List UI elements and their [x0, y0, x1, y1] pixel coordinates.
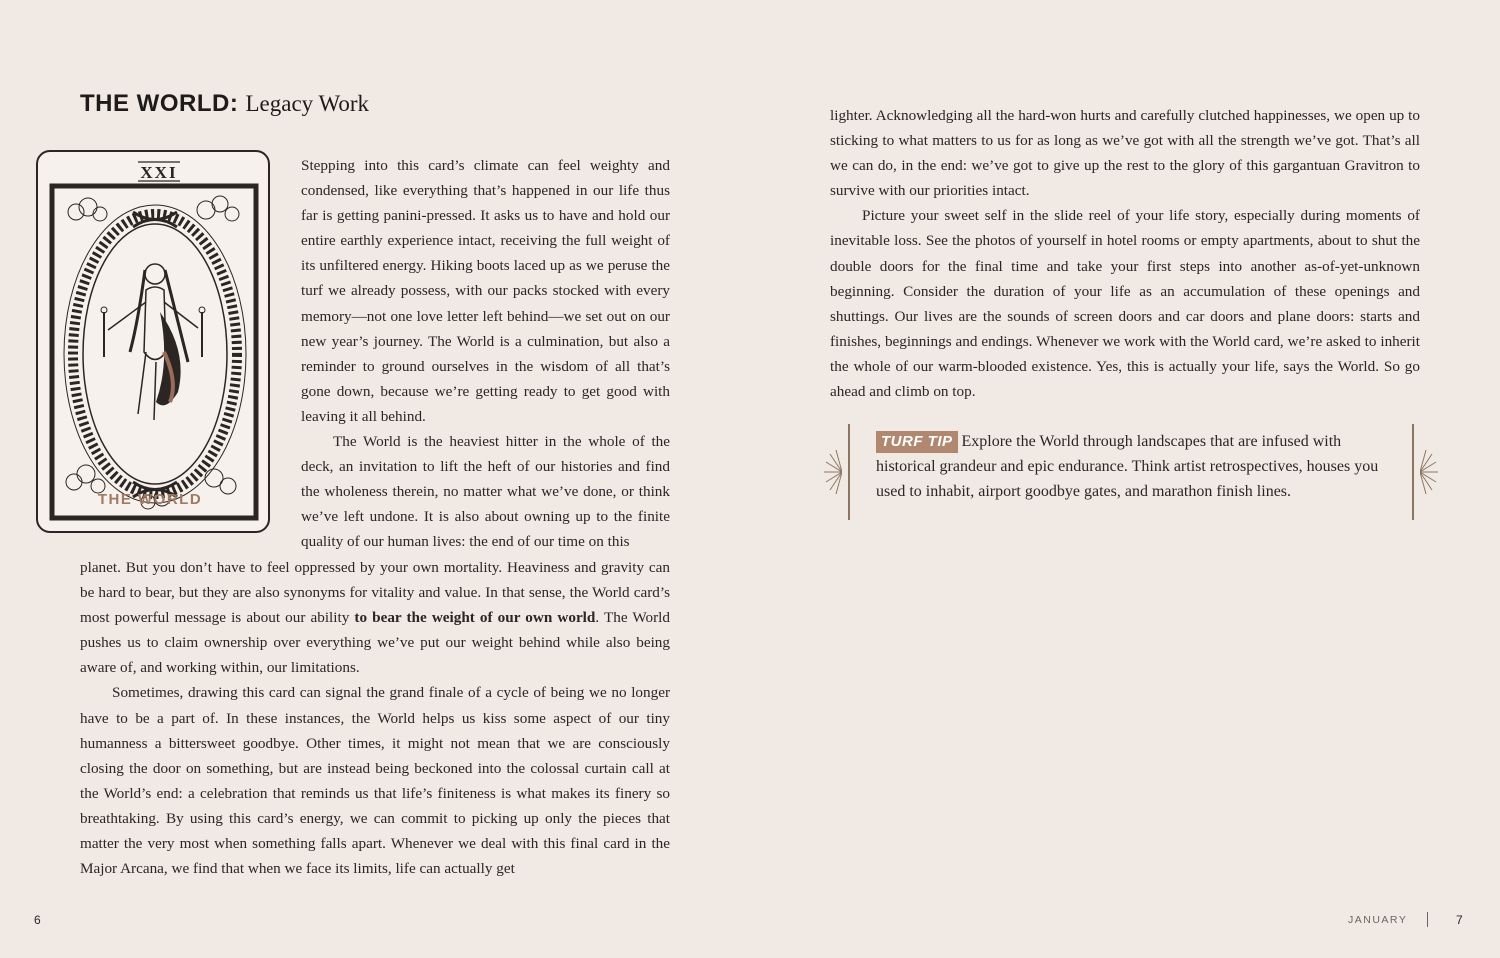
body-text-wrap: [301, 153, 670, 555]
page-number: 7: [1456, 913, 1463, 927]
page-number: 6: [34, 913, 41, 927]
paragraph: Stepping into this card’s climate can feel weighty and condensed, like everything that’s happened in our life thus far is getting panini-pressed. It asks us to have and hold our entire earthly experience intact, receiving the full weight of its unfiltered energy. Hiking boots laced up as we peruse the turf we already possess, with our packs stocked with every memory—not one love letter left behind—we set out on our new year’s journey. The World is a culmination, but also a reminder to ground ourselves in the wisdom of all that’s gone down, because we’re getting ready to get good with leaving it all behind.: [301, 157, 670, 425]
turf-tip-box: [848, 424, 1414, 520]
body-text-full: [80, 555, 670, 881]
paragraph: lighter. Acknowledging all the hard-won hurts and carefully clutched happinesses, we open up to sticking to what matters to us for as long as we’ve got with all the strength we’ve got. That’s all we can do, in the end: we’ve got to give up the rest to the glory of this gargantuan Gravitron to survive with our priorities intact.: [830, 107, 1420, 200]
running-head: JANUARY: [1348, 914, 1408, 926]
paragraph: Picture your sweet self in the slide reel of your life story, especially during moments of inevitable loss. See the photos of yourself in hotel rooms or empty apartments, about to shut the double doors for the final time and take your first steps into another as-of-yet-unknown beginning. Consider the duration of your life as an accumulation of these openings and shuttings. Our lives are the sounds of screen doors and car doors and plane doors: starts and finishes, beginnings and endings. Whenever we work with the World card, we’re asked to inherit the whole of our warm-blooded existence. Yes, this is actually your life, says the World. So go ahead and climb on top.: [830, 207, 1420, 401]
paragraph: [80, 555, 670, 680]
divider: [848, 424, 850, 520]
heading-main: THE WORLD:: [80, 90, 239, 117]
tip-label: TURF TIP: [876, 431, 958, 453]
card-numeral: XXI: [140, 163, 178, 182]
world-card-art: [38, 152, 272, 535]
emphasis-text: to bear the weight of our own world: [354, 609, 596, 627]
divider: [1412, 424, 1414, 520]
text-run: planet. But you don’t have to feel oppressed by your own mortality. Heaviness and gravity can be hard to bear, but they are also synonyms for vitality and value. In that sense, the World card’s most powerful message is about our ability: [80, 559, 670, 627]
sunburst-ornament-icon: [1420, 450, 1440, 494]
tip-text: Explore the World through landscapes that are infused with historical grandeur and epic endurance. Think artist retrospectives, houses you used to inhabit, airport goodbye gates, and marathon finish lines.: [876, 433, 1379, 501]
tarot-card-illustration: [36, 150, 270, 533]
text-run: . The World pushes us to claim ownership over everything we’ve put our weight behind while also being aware of, and working within, our limitations.: [80, 609, 670, 677]
tip-content: [876, 429, 1396, 504]
divider: [1427, 912, 1428, 927]
card-name: THE WORLD: [97, 491, 203, 508]
sunburst-ornament-icon: [822, 450, 842, 494]
right-page: [750, 0, 1500, 958]
paragraph: Sometimes, drawing this card can signal the grand finale of a cycle of being we no longer have to be a part of. In these instances, the World helps us kiss some aspect of our tiny humanness a bittersweet goodbye. Other times, it might not mean that we are consciously closing the door on something, but are instead being beckoned into the colossal curtain call at the World’s end: a celebration that reminds us that life’s finiteness is what makes its finery so breathtaking. By using this card’s energy, we can commit to picking up only the pieces that matter the very most when something falls apart. Whenever we deal with this final card in the Major Arcana, we find that when we face its limits, life can actually get: [80, 684, 670, 878]
section-heading: [80, 90, 369, 118]
body-text: [830, 103, 1420, 404]
paragraph: The World is the heaviest hitter in the whole of the deck, an invitation to lift the heft of our histories and find the wholeness therein, no matter what we’ve done, or think we’ve left undone. It is also about owning up to the finite quality of our human lives: the end of our time on this: [301, 433, 670, 551]
heading-sub: Legacy Work: [245, 91, 370, 116]
